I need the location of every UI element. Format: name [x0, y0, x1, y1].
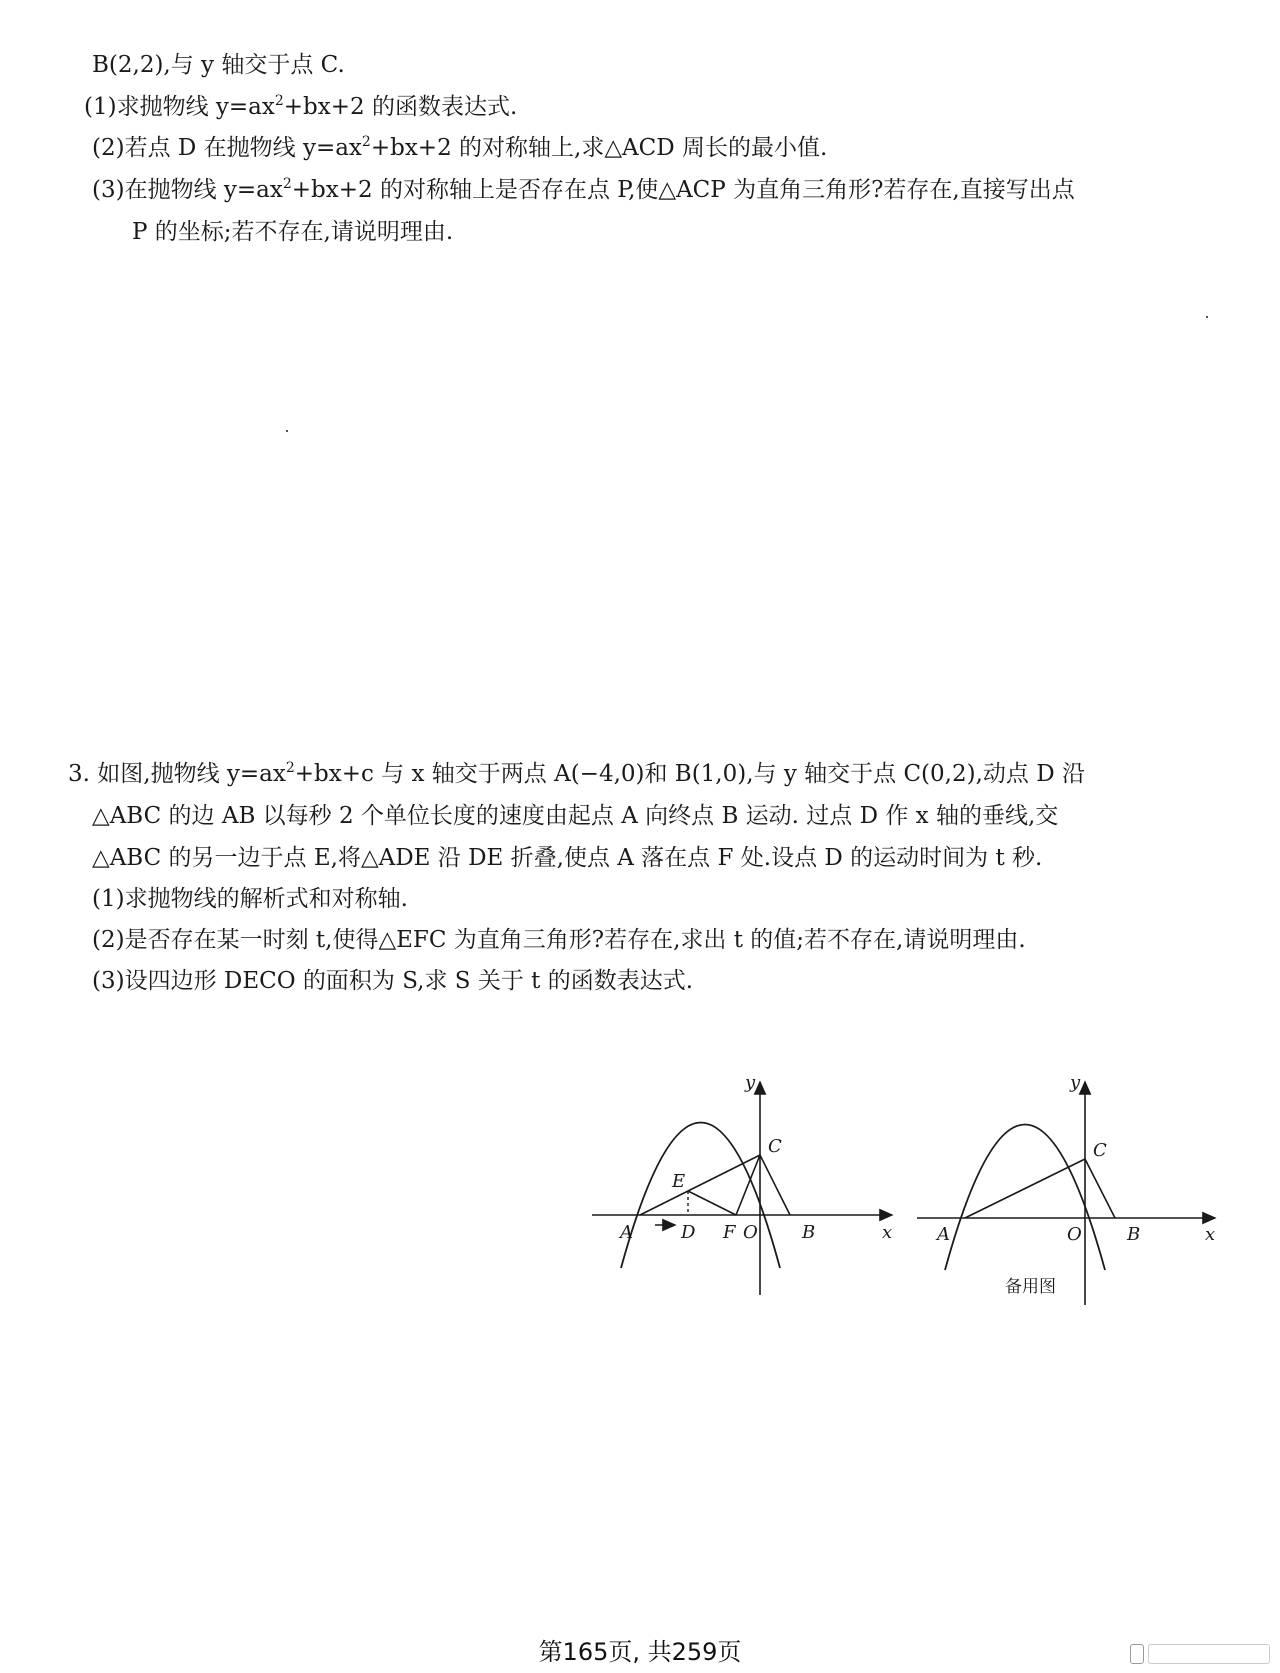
p3-line-2: △ABC 的边 AB 以每秒 2 个单位长度的速度由起点 A 向终点 B 运动. 过点 D 作 x 轴的垂线,交 — [92, 803, 1059, 829]
label-A: A — [620, 1222, 633, 1243]
p2-q3-sup: 2 — [282, 176, 292, 192]
scroll-segment[interactable] — [1130, 1644, 1144, 1664]
scan-dot — [286, 430, 288, 432]
figure-spare — [915, 1070, 1235, 1310]
label-B: B — [802, 1222, 816, 1243]
p2-intro: B(2,2),与 y 轴交于点 C. — [92, 52, 345, 78]
parabola-curve — [621, 1123, 780, 1269]
label-F: F — [723, 1222, 736, 1243]
p2-q3-part-a: (3)在抛物线 y=ax — [92, 177, 283, 203]
label-y: y — [745, 1072, 756, 1093]
segment-FC — [736, 1155, 760, 1215]
segment-EF — [688, 1191, 736, 1215]
scan-dot — [1206, 316, 1208, 318]
p2-q1-part-a: (1)求抛物线 y=ax — [84, 94, 275, 120]
p3-line1-sup: 2 — [285, 760, 295, 776]
label-O: O — [1067, 1224, 1082, 1245]
p3-question-3: (3)设四边形 DECO 的面积为 S,求 S 关于 t 的函数表达式. — [92, 968, 693, 994]
p2-q2-sup: 2 — [361, 134, 371, 150]
segment-CB — [1085, 1159, 1115, 1218]
p2-q1-part-b: +bx+2 的函数表达式. — [283, 94, 518, 120]
scroll-indicator[interactable] — [1130, 1642, 1270, 1666]
p3-line1-part-a: 3. 如图,抛物线 y=ax — [68, 761, 286, 787]
label-x: x — [1205, 1224, 1216, 1245]
label-y: y — [1070, 1072, 1081, 1093]
p2-q2-part-b: +bx+2 的对称轴上,求△ACD 周长的最小值. — [370, 135, 828, 161]
segment-AC — [965, 1159, 1085, 1218]
label-O: O — [743, 1222, 758, 1243]
p3-question-2: (2)是否存在某一时刻 t,使得△EFC 为直角三角形?若存在,求出 t 的值;若不存在,请说明理由. — [92, 927, 1026, 953]
segment-CB — [760, 1155, 790, 1215]
p2-q3-part-b: +bx+2 的对称轴上是否存在点 P,使△ACP 为直角三角形?若存在,直接写出点 — [291, 177, 1075, 203]
label-D: D — [681, 1222, 696, 1243]
p3-line-1 — [68, 759, 1085, 789]
p2-q2-part-a: (2)若点 D 在抛物线 y=ax — [92, 135, 362, 161]
parabola-curve — [945, 1125, 1105, 1271]
p2-question-1 — [84, 92, 517, 122]
scroll-track[interactable] — [1148, 1644, 1270, 1664]
p2-question-3-cont: P 的坐标;若不存在,请说明理由. — [132, 219, 454, 245]
p2-q1-sup: 2 — [274, 93, 284, 109]
label-x: x — [882, 1222, 893, 1243]
label-C: C — [1093, 1140, 1107, 1161]
label-E: E — [672, 1171, 686, 1192]
p3-line1-part-b: +bx+c 与 x 轴交于两点 A(−4,0)和 B(1,0),与 y 轴交于点 C(0,2),动点 D 沿 — [294, 761, 1085, 787]
p3-question-1: (1)求抛物线的解析式和对称轴. — [92, 886, 408, 912]
figure-main — [590, 1070, 910, 1310]
figure-caption: 备用图 — [1005, 1277, 1056, 1297]
label-B: B — [1127, 1224, 1141, 1245]
label-C: C — [768, 1136, 782, 1157]
p3-line-3: △ABC 的另一边于点 E,将△ADE 沿 DE 折叠,使点 A 落在点 F 处.设点 D 的运动时间为 t 秒. — [92, 845, 1043, 871]
p2-question-2 — [92, 133, 827, 163]
page-number: 第165页, 共259页 — [538, 1638, 742, 1666]
label-A: A — [937, 1224, 950, 1245]
p2-question-3 — [92, 175, 1075, 205]
